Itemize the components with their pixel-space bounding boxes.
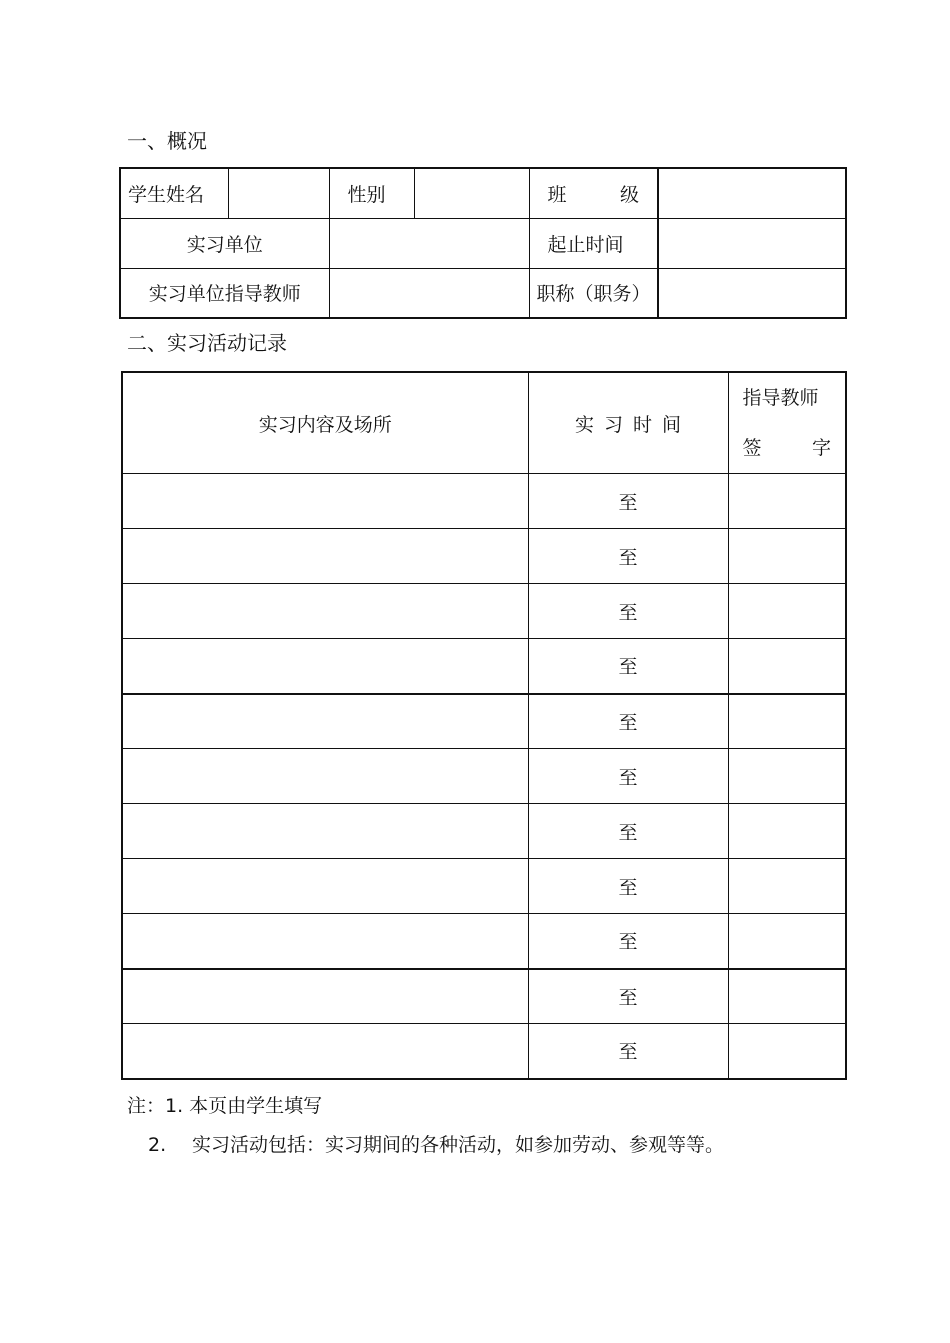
table-row: [122, 529, 846, 584]
class-field[interactable]: [658, 168, 846, 218]
section-title-overview: 一、概况: [127, 129, 207, 153]
table-row: [122, 584, 846, 639]
signature-cell[interactable]: [728, 914, 846, 969]
class-label: [529, 168, 658, 218]
period-field[interactable]: [658, 218, 846, 268]
content-cell[interactable]: [122, 804, 528, 859]
content-cell[interactable]: [122, 584, 528, 639]
class-label-part1: 班: [547, 183, 567, 206]
content-cell[interactable]: [122, 474, 528, 529]
content-cell[interactable]: [122, 749, 528, 804]
sign-char-1: 签: [742, 437, 762, 459]
time-cell[interactable]: 至: [528, 529, 728, 584]
content-cell[interactable]: [122, 694, 528, 749]
student-name-label: 学生姓名: [120, 168, 228, 218]
time-cell[interactable]: 至: [528, 804, 728, 859]
signature-cell[interactable]: [728, 694, 846, 749]
table-row: [122, 639, 846, 694]
content-cell[interactable]: [122, 1024, 528, 1079]
activity-record-table: [121, 371, 847, 1080]
signature-cell[interactable]: [728, 804, 846, 859]
note-line-2: [148, 1133, 724, 1157]
time-cell[interactable]: 至: [528, 1024, 728, 1079]
col-header-time: [528, 372, 728, 474]
section-title-activity-record: 二、实习活动记录: [127, 331, 287, 355]
time-cell[interactable]: 至: [528, 474, 728, 529]
col-header-content: 实习内容及场所: [122, 372, 528, 474]
table-row: [122, 694, 846, 749]
overview-table: [119, 167, 847, 319]
title-position-label: 职称（职务）: [529, 268, 658, 318]
note-2-text: 实习活动包括：实习期间的各种活动，如参加劳动、参观等等。: [192, 1134, 725, 1156]
unit-field[interactable]: [329, 218, 529, 268]
gender-field[interactable]: [414, 168, 529, 218]
signature-cell[interactable]: [728, 639, 846, 694]
table-row: [122, 749, 846, 804]
table-row: [122, 1024, 846, 1079]
table-row: [122, 969, 846, 1024]
supervisor-field[interactable]: [329, 268, 529, 318]
period-label: 起止时间: [529, 218, 658, 268]
class-label-part2: 级: [619, 183, 639, 206]
time-cell[interactable]: 至: [528, 694, 728, 749]
signature-cell[interactable]: [728, 474, 846, 529]
gender-label: 性别: [329, 168, 414, 218]
content-cell[interactable]: [122, 529, 528, 584]
content-cell[interactable]: [122, 859, 528, 914]
time-cell[interactable]: 至: [528, 639, 728, 694]
signature-cell[interactable]: [728, 1024, 846, 1079]
record-rows: [122, 474, 846, 1079]
supervisor-label: 实习单位指导教师: [120, 268, 329, 318]
content-cell[interactable]: [122, 914, 528, 969]
student-name-field[interactable]: [228, 168, 329, 218]
unit-label: 实习单位: [120, 218, 329, 268]
title-position-field[interactable]: [658, 268, 846, 318]
note-prefix: 注：: [127, 1095, 166, 1117]
table-row: [122, 914, 846, 969]
table-row: [122, 474, 846, 529]
note-1-text: 1. 本页由学生填写: [165, 1095, 323, 1117]
sign-char-2: 字: [811, 437, 831, 459]
note-2-number: 2.: [148, 1134, 167, 1156]
time-cell[interactable]: 至: [528, 859, 728, 914]
content-cell[interactable]: [122, 969, 528, 1024]
signature-cell[interactable]: [728, 584, 846, 639]
col-header-sign-line2: [729, 423, 846, 473]
signature-cell[interactable]: [728, 749, 846, 804]
time-cell[interactable]: 至: [528, 969, 728, 1024]
time-cell[interactable]: 至: [528, 914, 728, 969]
col-header-sign: [728, 372, 846, 474]
time-cell[interactable]: 至: [528, 584, 728, 639]
note-line-1: [127, 1094, 322, 1118]
table-row: [122, 859, 846, 914]
table-row: [122, 804, 846, 859]
signature-cell[interactable]: [728, 859, 846, 914]
content-cell[interactable]: [122, 639, 528, 694]
signature-cell[interactable]: [728, 529, 846, 584]
signature-cell[interactable]: [728, 969, 846, 1024]
time-cell[interactable]: 至: [528, 749, 728, 804]
col-header-sign-line1: 指导教师: [742, 387, 819, 409]
col-header-time-text: 实习时间: [574, 413, 691, 436]
